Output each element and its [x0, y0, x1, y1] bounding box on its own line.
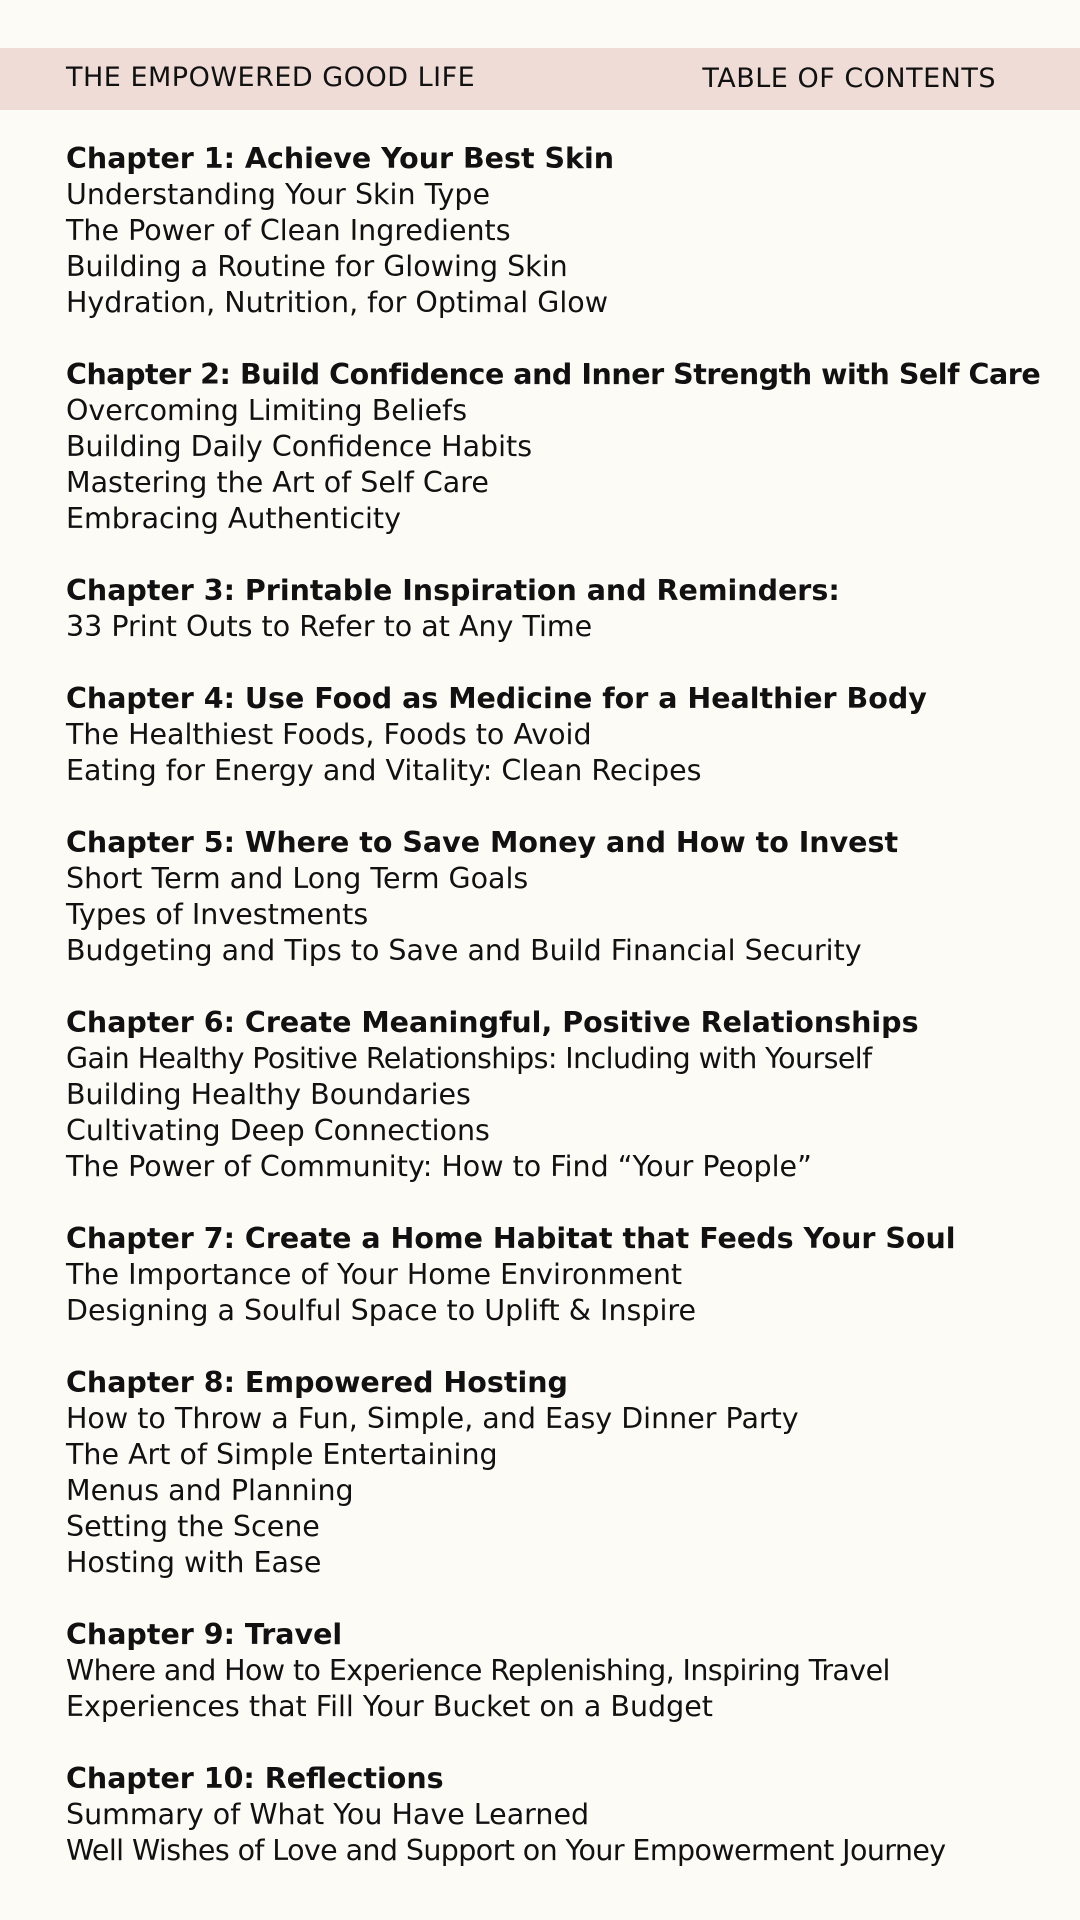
topic-item: Overcoming Limiting Beliefs: [66, 394, 468, 427]
topic-item: Budgeting and Tips to Save and Build Financial Security: [66, 934, 862, 967]
chapter-9: [66, 1617, 1066, 1725]
chapter-4: [66, 681, 1066, 789]
topic-item: Summary of What You Have Learned: [66, 1798, 590, 1831]
topic-item: Mastering the Art of Self Care: [66, 466, 489, 499]
topic-item: The Power of Clean Ingredients: [66, 214, 511, 247]
table-of-contents-title: TABLE OF CONTENTS: [702, 63, 996, 94]
chapter-heading: Chapter 2: Build Confidence and Inner Strength with Self Care: [66, 358, 1041, 391]
chapter-heading: Chapter 1: Achieve Your Best Skin: [66, 142, 615, 175]
chapter-heading: Chapter 5: Where to Save Money and How to Invest: [66, 826, 899, 859]
topic-item: Where and How to Experience Replenishing, Inspiring Travel: [66, 1654, 890, 1687]
topic-item: The Art of Simple Entertaining: [66, 1438, 498, 1471]
chapter-8: [66, 1365, 1066, 1581]
topic-item: Menus and Planning: [66, 1474, 354, 1507]
topic-item: Setting the Scene: [66, 1510, 320, 1543]
chapter-5: [66, 825, 1066, 969]
chapter-heading: Chapter 3: Printable Inspiration and Reminders:: [66, 574, 840, 607]
chapter-heading: Chapter 8: Empowered Hosting: [66, 1366, 568, 1399]
chapter-6: [66, 1005, 1066, 1185]
topic-item: Types of Investments: [66, 898, 369, 931]
topic-item: The Healthiest Foods, Foods to Avoid: [66, 718, 592, 751]
topic-item: Building Daily Confidence Habits: [66, 430, 533, 463]
chapter-heading: Chapter 10: Reflections: [66, 1762, 444, 1795]
topic-item: Building Healthy Boundaries: [66, 1078, 471, 1111]
topic-item: Short Term and Long Term Goals: [66, 862, 529, 895]
topic-item: 33 Print Outs to Refer to at Any Time: [66, 610, 593, 643]
book-title: THE EMPOWERED GOOD LIFE: [66, 62, 476, 93]
topic-item: The Importance of Your Home Environment: [66, 1258, 683, 1291]
topic-item: Hosting with Ease: [66, 1546, 322, 1579]
topic-item: Gain Healthy Positive Relationships: Including with Yourself: [66, 1042, 872, 1075]
topic-item: Well Wishes of Love and Support on Your Empowerment Journey: [66, 1834, 946, 1867]
table-of-contents: [66, 141, 1066, 1905]
topic-item: Designing a Soulful Space to Uplift & Inspire: [66, 1294, 697, 1327]
topic-item: The Power of Community: How to Find “Your People”: [66, 1150, 812, 1183]
chapter-7: [66, 1221, 1066, 1329]
topic-item: Experiences that Fill Your Bucket on a Budget: [66, 1690, 713, 1723]
topic-item: Understanding Your Skin Type: [66, 178, 491, 211]
chapter-heading: Chapter 7: Create a Home Habitat that Feeds Your Soul: [66, 1222, 956, 1255]
topic-item: Embracing Authenticity: [66, 502, 401, 535]
topic-item: Hydration, Nutrition, for Optimal Glow: [66, 286, 609, 319]
chapter-heading: Chapter 4: Use Food as Medicine for a Healthier Body: [66, 682, 927, 715]
chapter-2: [66, 357, 1066, 537]
topic-item: How to Throw a Fun, Simple, and Easy Dinner Party: [66, 1402, 799, 1435]
chapter-heading: Chapter 9: Travel: [66, 1618, 343, 1651]
chapter-heading: Chapter 6: Create Meaningful, Positive Relationships: [66, 1006, 919, 1039]
topic-item: Eating for Energy and Vitality: Clean Recipes: [66, 754, 702, 787]
topic-item: Building a Routine for Glowing Skin: [66, 250, 568, 283]
topic-item: Cultivating Deep Connections: [66, 1114, 490, 1147]
chapter-3: [66, 573, 1066, 645]
chapter-10: [66, 1761, 1066, 1869]
chapter-1: [66, 141, 1066, 321]
